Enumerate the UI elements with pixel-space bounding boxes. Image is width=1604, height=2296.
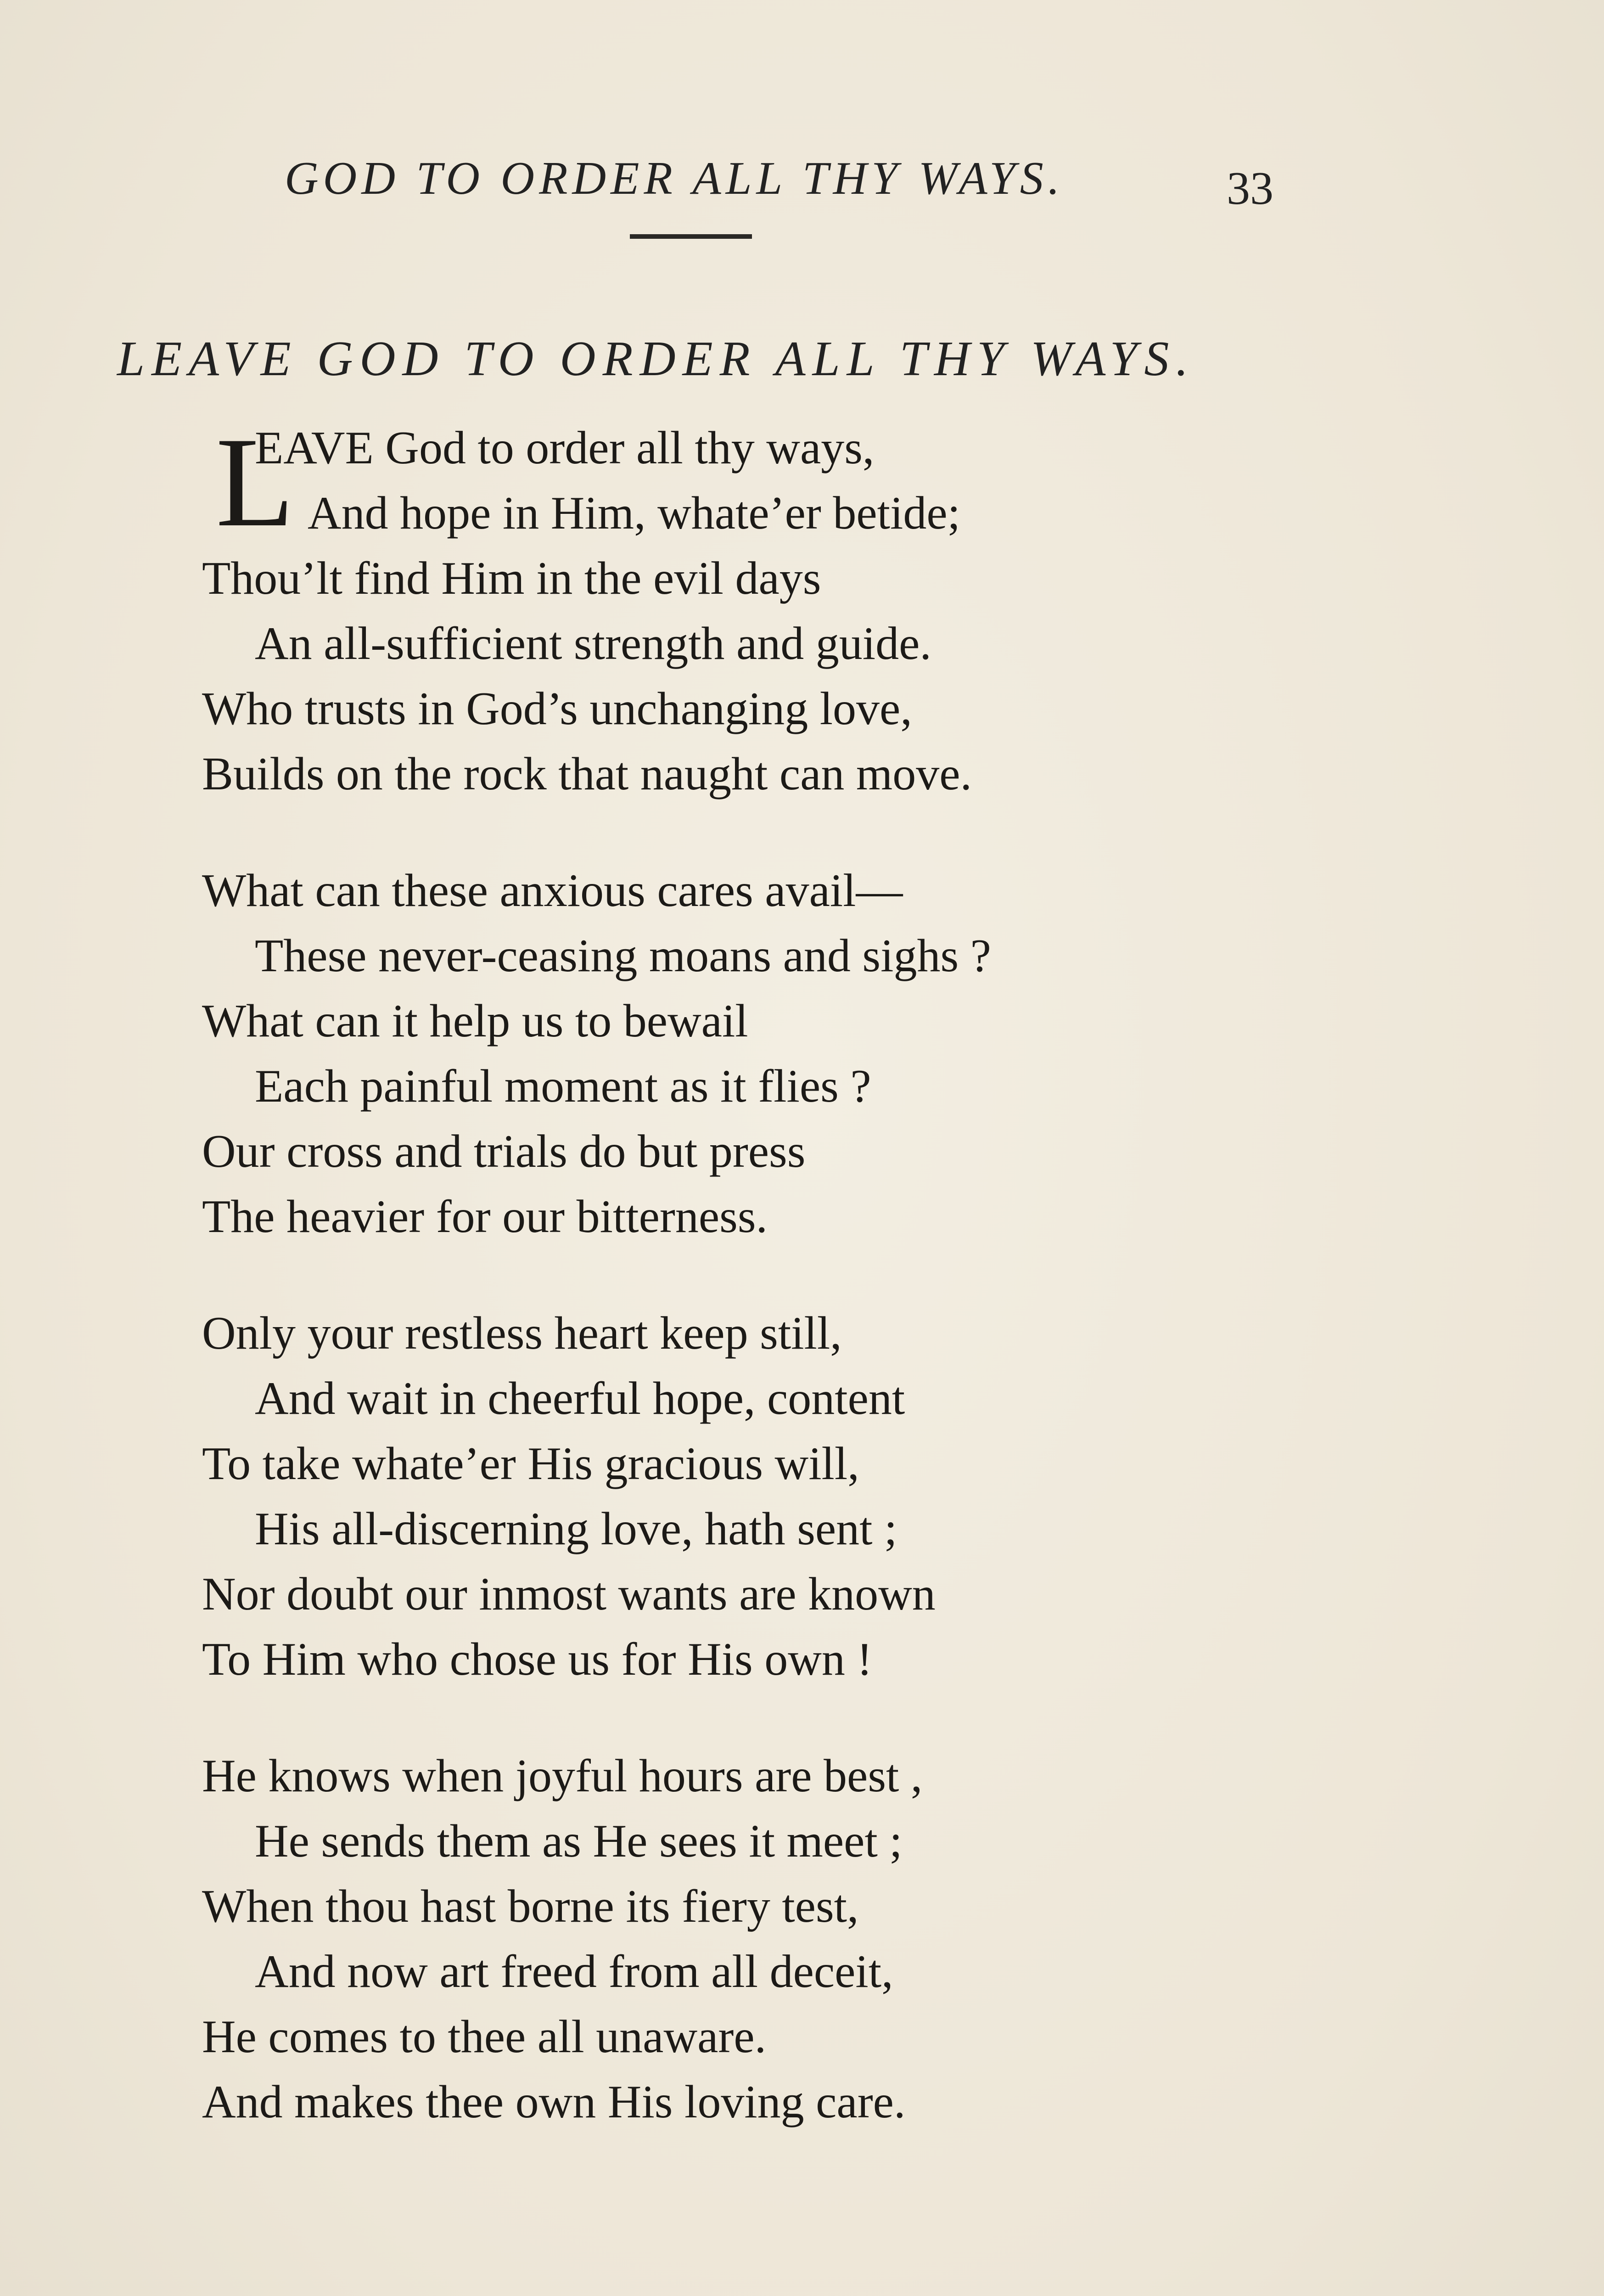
header-rule (630, 234, 752, 239)
poem-line: Builds on the rock that naught can move. (202, 748, 972, 800)
drop-cap: L (216, 411, 295, 553)
poem-line: The heavier for our bitterness. (202, 1191, 768, 1243)
poem-line: He comes to thee all unaware. (202, 2011, 767, 2063)
poem-line: Thou’lt find Him in the evil days (202, 552, 821, 604)
stanza-1 (202, 411, 1441, 807)
poem-line: What can these anxious cares avail— (202, 865, 903, 917)
poem-line: Only your restless heart keep still, (202, 1307, 842, 1359)
poem-title: LEAVE GOD TO ORDER ALL THY WAYS. (117, 332, 1195, 386)
poem-line: He knows when joyful hours are best , (202, 1750, 923, 1802)
poem-line: His all-discerning love, hath sent ; (255, 1503, 897, 1555)
poem-line: And now art freed from all deceit, (255, 1946, 893, 1998)
stanza-4 (202, 1744, 1441, 2135)
poem-line: Our cross and trials do but press (202, 1125, 806, 1177)
poem-body (202, 411, 1441, 2186)
poem-line: To Him who chose us for His own ! (202, 1633, 873, 1685)
poem-line: Each painful moment as it flies ? (255, 1060, 871, 1112)
running-head: GOD TO ORDER ALL THY WAYS. (285, 152, 1065, 204)
page-number: 33 (1227, 163, 1273, 214)
poem-line: These never-ceasing moans and sighs ? (255, 930, 991, 982)
stanza-3 (202, 1301, 1441, 1692)
stanza-2 (202, 858, 1441, 1249)
poem-line: And wait in cheerful hope, content (255, 1373, 905, 1424)
poem-line: And hope in Him, whate’er betide; (308, 487, 960, 539)
poem-line: What can it help us to bewail (202, 995, 748, 1047)
poem-line: He sends them as He sees it meet ; (255, 1815, 903, 1867)
poem-line: Nor doubt our inmost wants are known (202, 1568, 936, 1620)
poem-line: An all-sufficient strength and guide. (255, 618, 931, 670)
poem-line: To take whate’er His gracious will, (202, 1438, 859, 1490)
poem-line: When thou hast borne its fiery test, (202, 1880, 859, 1932)
poem-line: EAVE God to order all thy ways, (255, 422, 875, 474)
poem-line: Who trusts in God’s unchanging love, (202, 683, 912, 735)
poem-line: And makes thee own His loving care. (202, 2076, 906, 2128)
